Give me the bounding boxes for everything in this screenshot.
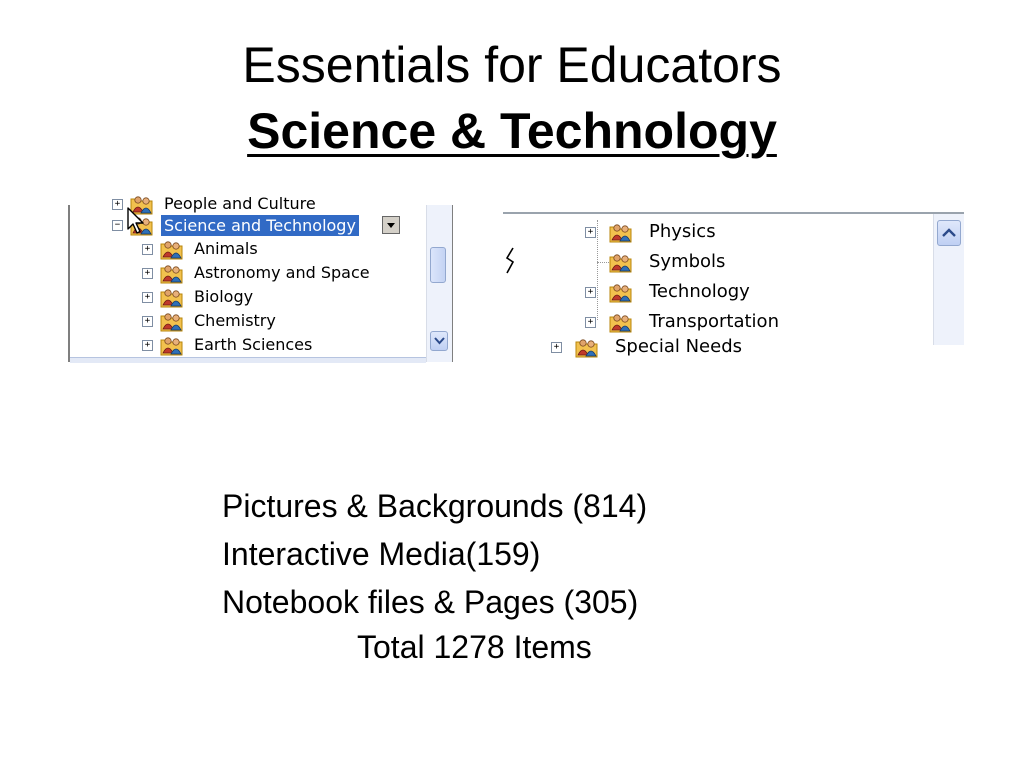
tree-item-label: Symbols xyxy=(649,251,726,272)
people-folder-icon xyxy=(575,335,599,359)
tree-item-label: Technology xyxy=(649,281,750,302)
tree-guide-line xyxy=(597,262,609,263)
people-folder-icon xyxy=(609,280,633,304)
stat-notebook-files-pages: Notebook files & Pages (305) xyxy=(222,584,639,620)
horizontal-scrollbar[interactable] xyxy=(70,357,426,363)
people-folder-icon xyxy=(160,309,184,333)
tree-item-label: Earth Sciences xyxy=(194,335,313,354)
tree-item-science-and-technology[interactable] xyxy=(110,213,410,237)
people-folder-icon xyxy=(160,261,184,285)
item-menu-dropdown-button[interactable] xyxy=(382,216,400,234)
tree-item-label: Special Needs xyxy=(615,336,742,357)
tree-item-label: Astronomy and Space xyxy=(194,263,370,282)
mouse-pointer-icon xyxy=(126,207,144,235)
chevron-down-icon xyxy=(434,337,445,345)
plus-box-icon[interactable]: + xyxy=(551,342,562,353)
plus-box-icon[interactable]: + xyxy=(142,340,153,351)
people-folder-icon xyxy=(160,237,184,261)
plus-box-icon[interactable]: + xyxy=(112,199,123,210)
stat-interactive-media: Interactive Media(159) xyxy=(222,536,541,572)
item-counts-list xyxy=(222,482,647,626)
gallery-tree-screenshot-left xyxy=(68,194,453,362)
people-folder-icon xyxy=(609,250,633,274)
minus-box-icon[interactable]: − xyxy=(112,220,123,231)
tree-item-label: Chemistry xyxy=(194,311,276,330)
people-folder-icon xyxy=(160,333,184,357)
scroll-down-button[interactable] xyxy=(430,331,448,351)
plus-box-icon[interactable]: + xyxy=(585,227,596,238)
gallery-tree-screenshot-right xyxy=(503,212,964,357)
tree-item-label: Transportation xyxy=(649,311,779,332)
people-folder-icon xyxy=(160,285,184,309)
tree-item-label: Animals xyxy=(194,239,258,258)
scroll-up-button[interactable] xyxy=(937,220,961,246)
scrollbar-thumb[interactable] xyxy=(430,247,446,283)
plus-box-icon[interactable]: + xyxy=(585,317,596,328)
plus-box-icon[interactable]: + xyxy=(585,287,596,298)
people-folder-icon xyxy=(609,310,633,334)
vertical-scrollbar[interactable] xyxy=(426,205,452,362)
tree-item-label: People and Culture xyxy=(164,194,316,213)
mouse-pointer-icon xyxy=(503,246,519,276)
plus-box-icon[interactable]: + xyxy=(142,268,153,279)
plus-box-icon[interactable]: + xyxy=(142,316,153,327)
tree-guide-line xyxy=(597,220,599,320)
people-folder-icon xyxy=(609,220,633,244)
tree-item-label-selected: Science and Technology xyxy=(161,215,359,236)
plus-box-icon[interactable]: + xyxy=(142,292,153,303)
vertical-scrollbar[interactable] xyxy=(933,214,964,345)
slide-title: Essentials for Educators xyxy=(242,37,782,93)
plus-box-icon[interactable]: + xyxy=(142,244,153,255)
stat-pictures-backgrounds: Pictures & Backgrounds (814) xyxy=(222,488,648,524)
slide-subtitle: Science & Technology xyxy=(247,103,777,159)
tree-item-label: Biology xyxy=(194,287,254,306)
tree-item-label: Physics xyxy=(649,221,716,242)
chevron-up-icon xyxy=(942,228,956,238)
stat-total: Total 1278 Items xyxy=(357,629,592,665)
